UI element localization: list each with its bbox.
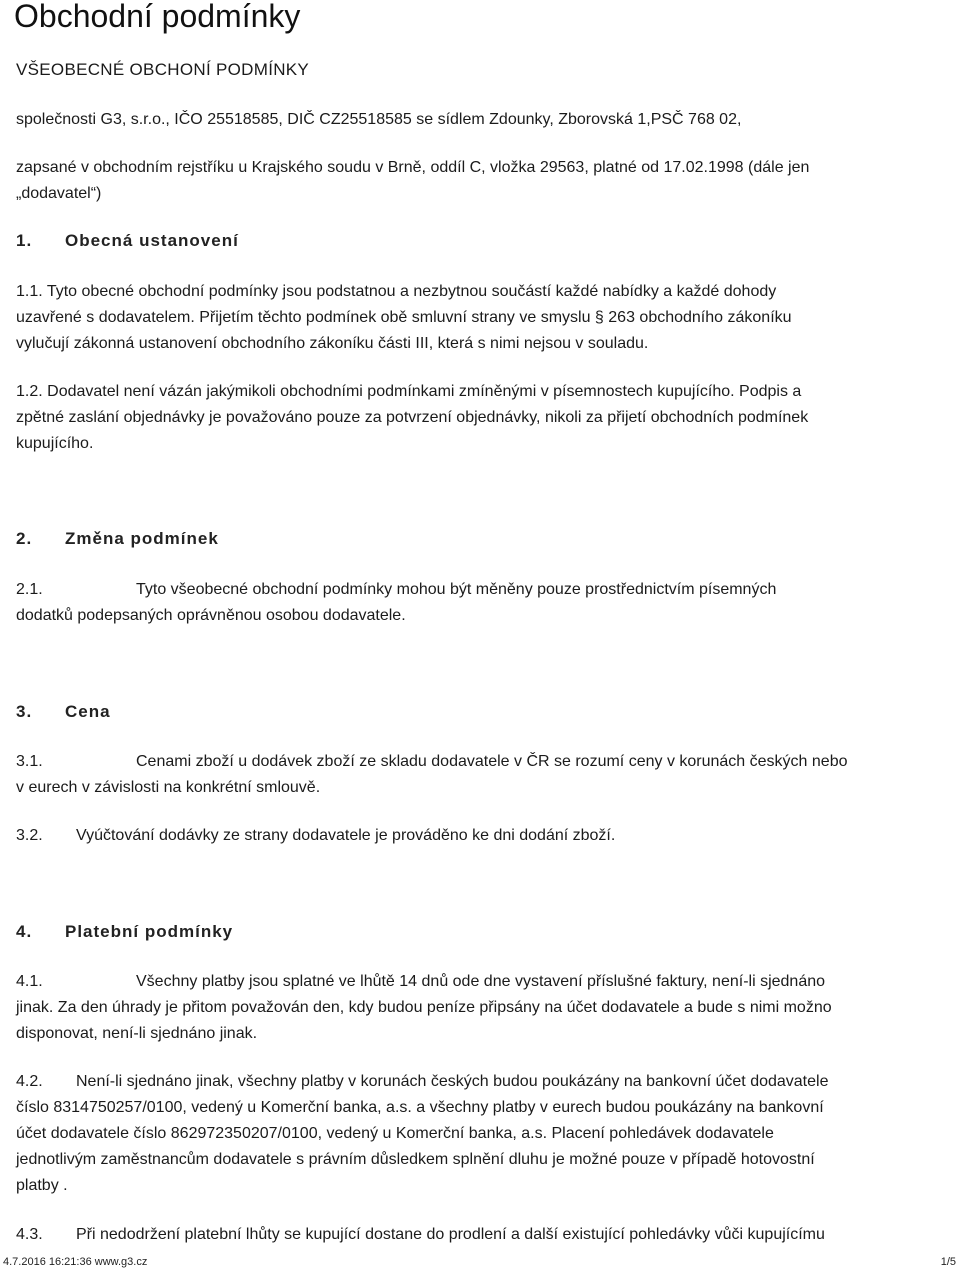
paragraph-line: číslo 8314750257/0100, vedený u Komerční banka, a.s. a všechny platby v eurech budou poukázány na bankovní — [16, 1099, 824, 1116]
print-timestamp: 4.7.2016 16:21:36 www.g3.cz — [3, 1256, 148, 1268]
paragraph-line: Při nedodržení platební lhůty se kupující dostane do prodlení a další existující pohledávky vůči kupujícímu — [76, 1226, 825, 1243]
clause-number: 2.1. — [16, 581, 43, 598]
document-subtitle: VŠEOBECNÉ OBCHONÍ PODMÍNKY — [16, 60, 310, 79]
paragraph-line: účet dodavatele číslo 862972350207/0100, vedený u Komerční banka, a.s. Placení pohledávek dodavatele — [16, 1125, 774, 1142]
section-heading: Cena — [65, 702, 111, 721]
clause-number: 3.1. — [16, 753, 43, 770]
paragraph-line: Cenami zboží u dodávek zboží ze skladu dodavatele v ČR se rozumí ceny v korunách českých nebo — [136, 753, 848, 770]
paragraph-line: vylučují zákonná ustanovení obchodního zákoníku části III, která s nimi nejsou v souladu. — [16, 335, 649, 352]
intro-line: společnosti G3, s.r.o., IČO 25518585, DIČ CZ25518585 se sídlem Zdounky, Zborovská 1,PSČ 768 02, — [16, 111, 742, 128]
paragraph-line: zpětné zaslání objednávky je považováno pouze za potvrzení objednávky, nikoli za přijetí obchodních podmínek — [16, 409, 809, 426]
intro-line: „dodavatel“) — [16, 185, 102, 202]
clause-number: 4.3. — [16, 1226, 43, 1243]
paragraph-line: Všechny platby jsou splatné ve lhůtě 14 dnů ode dne vystavení příslušné faktury, není-li sjednáno — [136, 973, 826, 990]
paragraph-line: dodatků podepsaných oprávněnou osobou dodavatele. — [16, 607, 406, 624]
page-number: 1/5 — [940, 1256, 956, 1268]
paragraph-line: uzavřené s dodavatelem. Přijetím těchto podmínek obě smluvní strany ve smyslu § 263 obchodního zákoníku — [16, 309, 792, 326]
paragraph-line: v eurech v závislosti na konkrétní smlouvě. — [16, 779, 321, 796]
paragraph-line: jinak. Za den úhrady je přitom považován den, kdy budou peníze připsány na účet dodavatele a bude s nimi možno — [16, 999, 832, 1016]
clause-number: 4.2. — [16, 1073, 43, 1090]
clause-number: 4.1. — [16, 973, 43, 990]
paragraph-line: platby . — [16, 1177, 68, 1194]
section-heading: Změna podmínek — [65, 529, 219, 548]
section-number: 4. — [16, 922, 33, 941]
paragraph-line: Tyto všeobecné obchodní podmínky mohou být měněny pouze prostřednictvím písemných — [136, 581, 777, 598]
clause-number: 3.2. — [16, 827, 43, 844]
page-title: Obchodní podmínky — [14, 0, 301, 34]
section-number: 2. — [16, 529, 33, 548]
section-heading: Platební podmínky — [65, 922, 234, 941]
paragraph-line: kupujícího. — [16, 435, 94, 452]
section-number: 3. — [16, 702, 33, 721]
paragraph-line: Není-li sjednáno jinak, všechny platby v korunách českých budou poukázány na bankovní účet dodavatele — [76, 1073, 829, 1090]
paragraph-line: 1.1. Tyto obecné obchodní podmínky jsou podstatnou a nezbytnou součástí každé nabídky a každé dohody — [16, 283, 777, 300]
paragraph-line: Vyúčtování dodávky ze strany dodavatele je prováděno ke dni dodání zboží. — [76, 827, 616, 844]
section-number: 1. — [16, 231, 33, 250]
paragraph-line: 1.2. Dodavatel není vázán jakýmikoli obchodními podmínkami zmíněnými v písemnostech kupujícího. Podpis a — [16, 383, 802, 400]
paragraph-line: jednotlivým zaměstnancům dodavatele s právním důsledkem splnění dluhu je možné pouze v případě hotovostní — [16, 1151, 815, 1168]
section-heading: Obecná ustanovení — [65, 231, 239, 250]
intro-line: zapsané v obchodním rejstříku u Krajského soudu v Brně, oddíl C, vložka 29563, platné od 17.02.1998 (dále jen — [16, 159, 810, 176]
paragraph-line: disponovat, není-li sjednáno jinak. — [16, 1025, 258, 1042]
